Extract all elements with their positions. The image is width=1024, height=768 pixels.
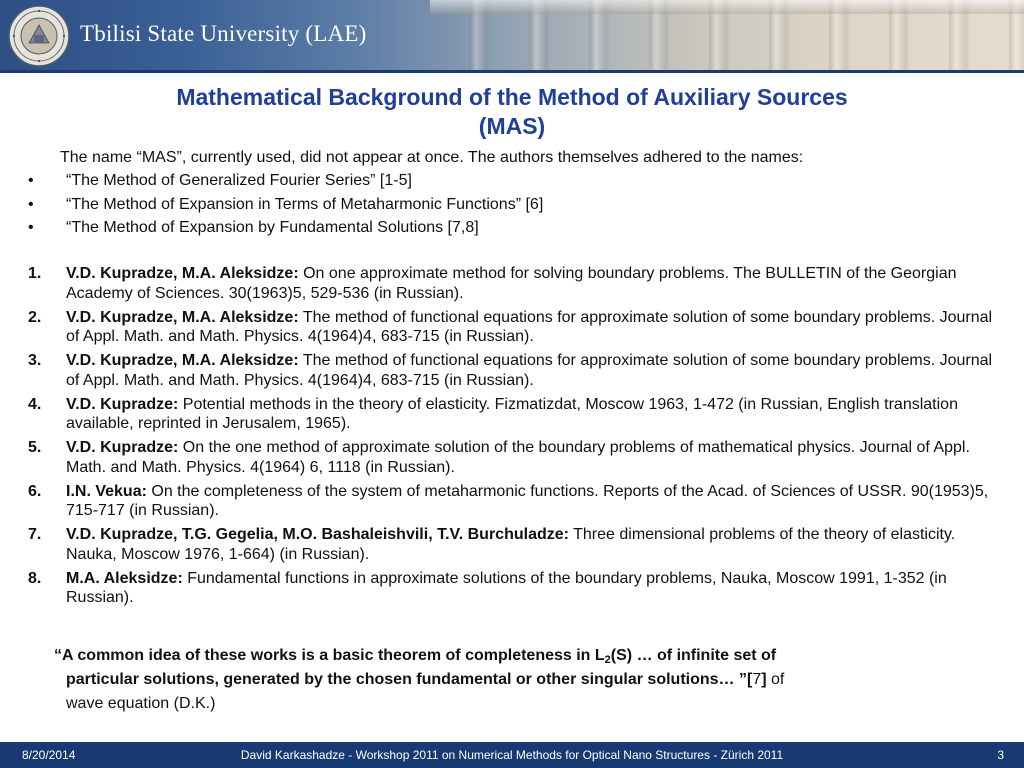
reference-item <box>28 264 998 303</box>
list-item-text: “The Method of Expansion in Terms of Metaharmonic Functions” [6] <box>66 195 544 213</box>
header-divider <box>0 70 1024 73</box>
reference-text: On the one method of approximate solution of the boundary problems of mathematical physics. Journal of Appl. Math. and Math. Physics. 4(1964) 6, 1118 (in Russian). <box>66 439 970 476</box>
reference-text: Potential methods in the theory of elasticity. Fizmatizdat, Moscow 1963, 1-472 (in Russian, English translation available, reprinted in Jerusalem, 1965). <box>66 395 958 432</box>
reference-number: 5. <box>28 439 42 456</box>
list-item <box>28 169 543 193</box>
header-cornice <box>430 0 1024 14</box>
footer-bar <box>0 742 1024 768</box>
slide-title-line-1: Mathematical Background of the Method of Auxiliary Sources <box>176 84 848 110</box>
quote-text-part-3: particular solutions, generated by the chosen fundamental or other singular solutions… ”[ <box>66 671 753 688</box>
reference-item <box>28 351 998 390</box>
quote-bracket: ] <box>761 671 767 688</box>
quote-reference: 7 <box>752 671 762 688</box>
quote-text-part-1: “A common idea of these works is a basic theorem of completeness in L <box>54 647 605 664</box>
reference-text: On one approximate method for solving boundary problems. The BULLETIN of the Georgian Academy of Sciences. 30(1963)5, 529-536 (in Russian). <box>66 265 957 302</box>
footer-date: 8/20/2014 <box>22 748 76 762</box>
intro-paragraph: The name “MAS”, currently used, did not appear at once. The authors themselves adhered to the names: <box>60 149 804 166</box>
quote-line-2 <box>54 668 994 692</box>
slide-title-line-2: (MAS) <box>478 113 546 139</box>
closing-quote <box>54 644 994 716</box>
reference-text: On the completeness of the system of metaharmonic functions. Reports of the Acad. of Sciences of USSR. 90(1953)5, 715-717 (in Russian). <box>66 482 989 519</box>
reference-item <box>28 482 998 521</box>
reference-authors: V.D. Kupradze: <box>66 439 179 456</box>
quote-tail: of <box>766 671 785 688</box>
reference-item <box>28 569 998 608</box>
reference-number: 6. <box>28 482 42 500</box>
reference-authors: V.D. Kupradze, M.A. Aleksidze: <box>66 265 299 282</box>
reference-text: The method of functional equations for approximate solution of some boundary problems. Journal of Appl. Math. and Math. Physics. 4(1964)4, 683-715 (in Russian). <box>66 308 993 345</box>
bullet-marker: • <box>28 219 34 236</box>
reference-item <box>28 308 998 347</box>
header-banner <box>0 0 1024 72</box>
reference-item <box>28 395 998 434</box>
list-item <box>28 216 543 240</box>
quote-line-1 <box>54 644 994 668</box>
reference-authors: V.D. Kupradze, M.A. Aleksidze: <box>66 308 299 326</box>
reference-number: 7. <box>28 526 42 543</box>
method-names-list <box>28 169 543 240</box>
page-number: 3 <box>997 748 1004 762</box>
list-item-text: “The Method of Generalized Fourier Series” [1-5] <box>66 172 412 189</box>
university-seal-icon <box>8 5 70 67</box>
quote-subscript: 2 <box>604 654 611 666</box>
reference-authors: V.D. Kupradze: <box>66 395 179 413</box>
quote-text-part-2: (S) … of infinite set of <box>610 647 777 664</box>
list-item <box>28 193 543 217</box>
references-list <box>28 264 998 612</box>
bullet-marker: • <box>28 195 34 213</box>
quote-line-3: wave equation (D.K.) <box>66 695 216 712</box>
reference-text: Fundamental functions in approximate solutions of the boundary problems, Nauka, Moscow 1991, 1-352 (in Russian). <box>66 569 947 606</box>
reference-number: 4. <box>28 395 42 413</box>
reference-number: 8. <box>28 569 42 587</box>
reference-item <box>28 438 998 477</box>
institution-name: Tbilisi State University (LAE) <box>80 21 367 46</box>
reference-authors: V.D. Kupradze, M.A. Aleksidze: <box>66 352 299 369</box>
reference-authors: M.A. Aleksidze: <box>66 569 183 587</box>
bullet-marker: • <box>28 172 34 189</box>
reference-authors: V.D. Kupradze, T.G. Gegelia, M.O. Bashaleishvili, T.V. Burchuladze: <box>66 526 569 543</box>
reference-number: 1. <box>28 265 42 282</box>
reference-number: 3. <box>28 352 42 369</box>
reference-number: 2. <box>28 308 42 326</box>
list-item-text: “The Method of Expansion by Fundamental Solutions [7,8] <box>66 219 479 236</box>
reference-authors: I.N. Vekua: <box>66 482 147 500</box>
reference-text: Three dimensional problems of the theory of elasticity. Nauka, Moscow 1976, 1-664) (in Russian). <box>66 526 956 563</box>
reference-item <box>28 525 998 564</box>
reference-text: The method of functional equations for approximate solution of some boundary problems. Journal of Appl. Math. and Math. Physics. 4(1964)4, 683-715 (in Russian). <box>66 352 993 389</box>
slide-title <box>60 83 964 141</box>
footer-caption: David Karkashadze - Workshop 2011 on Numerical Methods for Optical Nano Structures - Zürich 2011 <box>240 748 784 762</box>
